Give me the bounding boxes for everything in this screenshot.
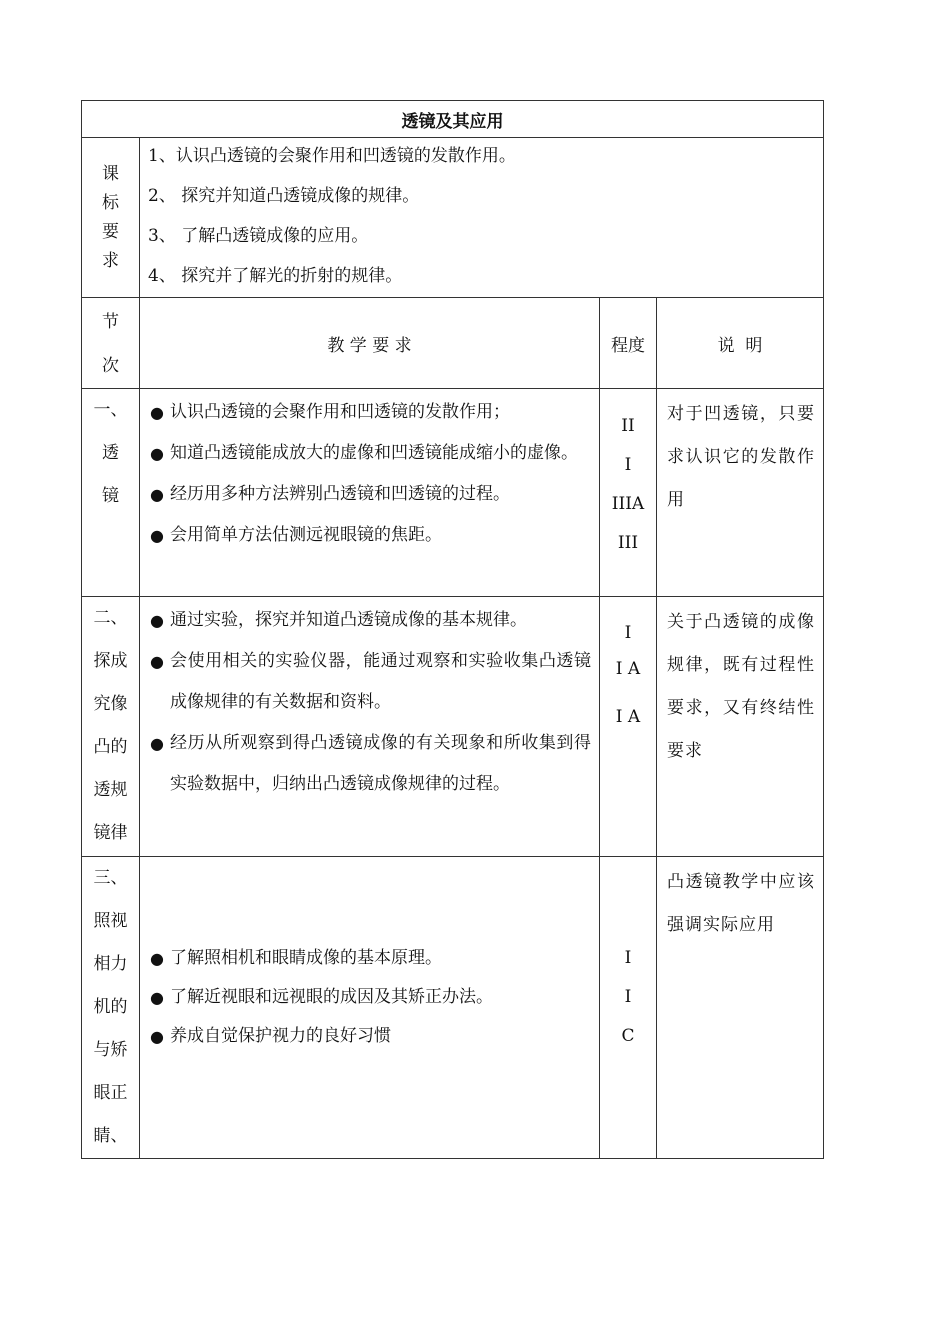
bullet-icon: ● (150, 734, 164, 753)
level-cell (600, 857, 657, 1159)
level-value: I A (615, 659, 641, 679)
header-row (82, 298, 824, 389)
requirement-item: ● 会用简单方法估测远视眼镜的焦距。 (150, 515, 591, 556)
level-cell (600, 389, 657, 597)
section-label-char: 镜 (102, 486, 119, 506)
section-row (82, 857, 824, 1159)
section-label-char: 镜律 (93, 823, 128, 843)
level-value: C (621, 1026, 635, 1046)
note-header: 说 明 (657, 298, 824, 389)
teaching-requirements (140, 857, 600, 1159)
level-cell (600, 597, 657, 857)
requirement-item: ● 知道凸透镜能成放大的虚像和凹透镜能成缩小的虚像。 (150, 433, 591, 474)
section-label (82, 857, 140, 1159)
section-label-char: 透 (102, 443, 119, 463)
curriculum-label-char: 求 (102, 250, 119, 271)
section-label-char: 与矫 (93, 1040, 128, 1060)
section-row (82, 389, 824, 597)
bullet-icon: ● (150, 988, 164, 1007)
section-label-char: 相力 (93, 954, 128, 974)
section-label (82, 597, 140, 857)
section-header-char: 次 (102, 356, 119, 376)
curriculum-row (82, 138, 824, 298)
note-cell: 凸透镜教学中应该强调实际应用 (657, 857, 824, 1159)
note-cell: 对于凹透镜，只要求认识它的发散作用 (657, 389, 824, 597)
level-value: I (624, 455, 632, 475)
curriculum-item: 3、 了解凸透镜成像的应用。 (148, 226, 369, 246)
teaching-requirements (140, 389, 600, 597)
curriculum-item: 1、认识凸透镜的会聚作用和凹透镜的发散作用。 (148, 146, 516, 166)
level-value: IIIA (611, 494, 645, 514)
curriculum-label-char: 课 (102, 163, 119, 184)
section-header (82, 298, 140, 389)
syllabus-table (81, 100, 824, 1159)
requirement-item: ● 养成自觉保护视力的良好习惯 (150, 1017, 591, 1056)
bullet-icon: ● (150, 403, 164, 422)
section-label-char: 一、 (93, 400, 128, 420)
level-value: I (624, 948, 632, 968)
bullet-icon: ● (150, 526, 164, 545)
title-row (82, 101, 824, 138)
section-row (82, 597, 824, 857)
section-label-char: 二、 (93, 608, 128, 628)
table-title: 透镜及其应用 (82, 101, 824, 138)
bullet-icon: ● (150, 1027, 164, 1046)
bullet-icon: ● (150, 652, 164, 671)
section-label-char: 凸的 (93, 737, 128, 757)
level-value: I (624, 987, 632, 1007)
section-label-char: 究像 (93, 694, 128, 714)
level-header: 程度 (600, 298, 657, 389)
requirement-item: ● 通过实验，探究并知道凸透镜成像的基本规律。 (150, 600, 591, 641)
requirement-item: ● 了解近视眼和远视眼的成因及其矫正办法。 (150, 978, 591, 1017)
teaching-requirements (140, 597, 600, 857)
section-label-char: 机的 (93, 997, 128, 1017)
curriculum-item: 2、 探究并知道凸透镜成像的规律。 (148, 186, 420, 206)
bullet-icon: ● (150, 949, 164, 968)
section-label-char: 三、 (93, 868, 128, 888)
curriculum-item: 4、 探究并了解光的折射的规律。 (148, 266, 403, 286)
section-label-char: 透规 (93, 780, 128, 800)
requirement-item: ● 了解照相机和眼睛成像的基本原理。 (150, 939, 591, 978)
curriculum-label-char: 标 (102, 192, 119, 213)
level-value: I (624, 623, 632, 643)
section-label-char: 探成 (93, 651, 128, 671)
bullet-icon: ● (150, 485, 164, 504)
curriculum-requirements (140, 138, 824, 298)
note-cell: 关于凸透镜的成像规律，既有过程性要求，又有终结性要求 (657, 597, 824, 857)
curriculum-label-char: 要 (102, 221, 119, 242)
curriculum-label (82, 138, 140, 298)
bullet-icon: ● (150, 444, 164, 463)
requirement-item: ● 会使用相关的实验仪器，能通过观察和实验收集凸透镜成像规律的有关数据和资料。 (150, 641, 591, 723)
section-label-char: 眼正 (93, 1083, 128, 1103)
section-label-char: 照视 (93, 911, 128, 931)
section-label (82, 389, 140, 597)
section-label-char: 睛、 (93, 1126, 128, 1146)
requirement-item: ● 经历从所观察到得凸透镜成像的有关现象和所收集到得实验数据中，归纳出凸透镜成像规律的过程。 (150, 723, 591, 805)
level-value: III (617, 533, 639, 553)
section-header-char: 节 (102, 312, 119, 332)
teaching-header: 教 学 要 求 (140, 298, 600, 389)
requirement-item: ● 经历用多种方法辨别凸透镜和凹透镜的过程。 (150, 474, 591, 515)
bullet-icon: ● (150, 611, 164, 630)
level-value: II (621, 416, 635, 436)
level-value: I A (615, 707, 641, 727)
requirement-item: ● 认识凸透镜的会聚作用和凹透镜的发散作用； (150, 392, 591, 433)
